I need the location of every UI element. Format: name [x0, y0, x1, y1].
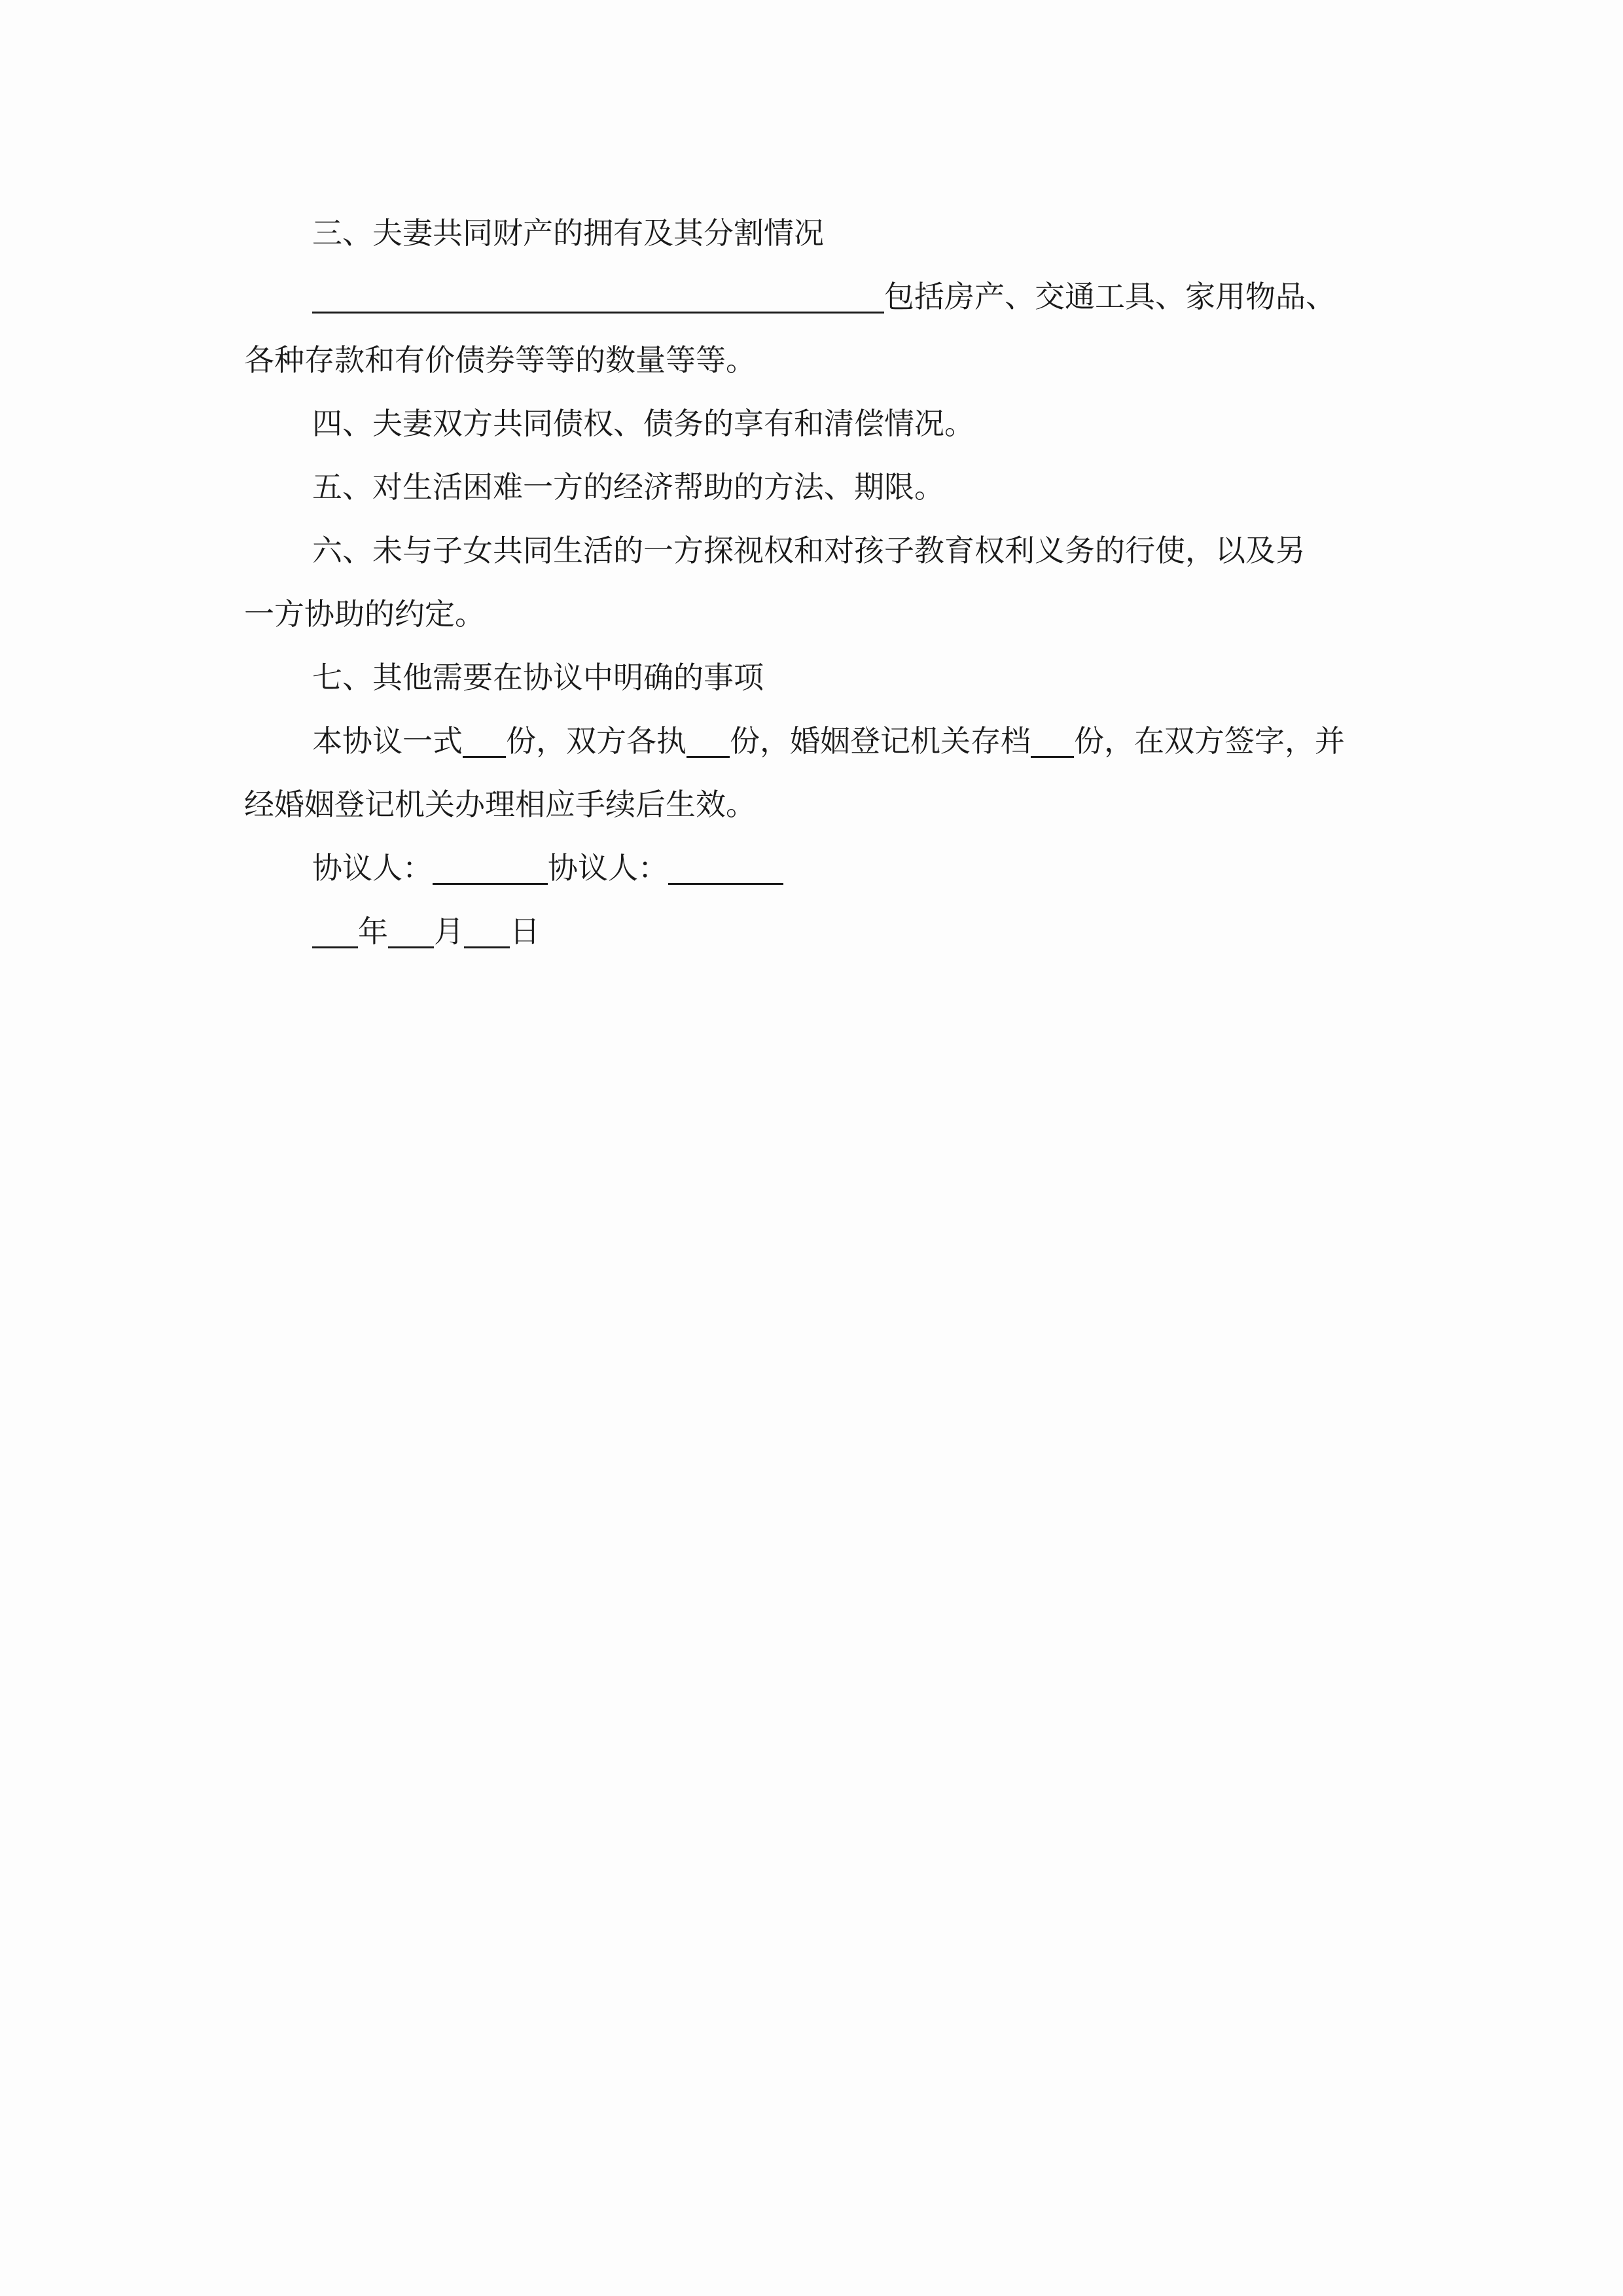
year-blank [312, 910, 358, 948]
section-6-line2: 一方协助的约定。 [244, 596, 485, 632]
signer-1-blank [433, 846, 548, 885]
signer-2-blank [668, 846, 783, 885]
date-line [244, 900, 1380, 963]
copies-text-3: 份，婚姻登记机关存档 [730, 723, 1031, 759]
registry-copies-blank [1031, 719, 1074, 758]
section-3-heading: 三、夫妻共同财产的拥有及其分割情况 [312, 215, 824, 251]
day-label: 日 [510, 914, 540, 949]
year-label: 年 [358, 914, 388, 949]
section-3-detail-line2: 各种存款和有价债券等等的数量等等。 [244, 342, 756, 378]
copies-text-4: 份，在双方签字，并 [1074, 723, 1345, 759]
agreement-body [244, 202, 1380, 963]
month-label: 月 [434, 914, 464, 949]
property-blank [312, 275, 884, 314]
total-copies-blank [463, 719, 506, 758]
copies-text-1: 本协议一式 [312, 723, 463, 759]
section-3-detail-tail: 包括房产、交通工具、家用物品、 [884, 279, 1336, 314]
copies-clause-line2: 经婚姻登记机关办理相应手续后生效。 [244, 787, 756, 822]
signatures-line [244, 836, 1380, 900]
copies-clause [244, 709, 1380, 773]
section-6-line1: 六、未与子女共同生活的一方探视权和对孩子教育权利义务的行使，以及另 [312, 533, 1306, 568]
section-7: 七、其他需要在协议中明确的事项 [312, 660, 764, 695]
section-4: 四、夫妻双方共同债权、债务的享有和清偿情况。 [312, 406, 974, 441]
signer-1-label: 协议人： [312, 850, 433, 886]
day-blank [464, 910, 510, 948]
each-party-copies-blank [687, 719, 730, 758]
signer-2-label: 协议人： [548, 850, 668, 886]
copies-text-2: 份，双方各执 [506, 723, 687, 759]
month-blank [388, 910, 434, 948]
section-3-detail [244, 265, 1380, 329]
section-5: 五、对生活困难一方的经济帮助的方法、期限。 [312, 469, 944, 505]
